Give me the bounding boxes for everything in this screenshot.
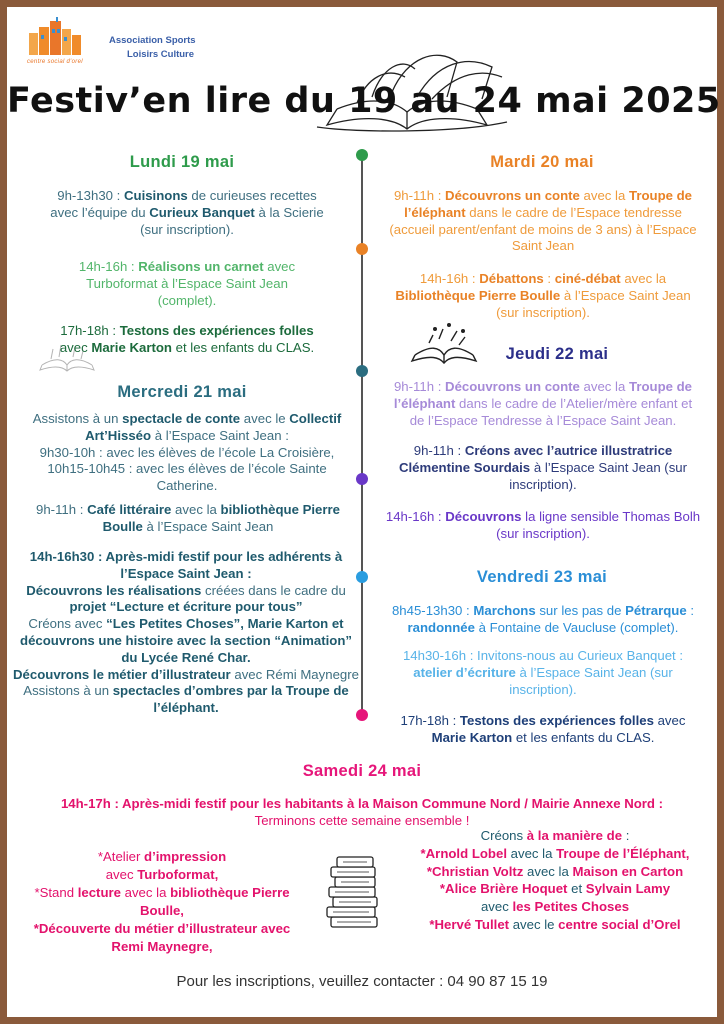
event-vendredi-2: 14h30-16h : Invitons-nous au Curieux Banquet : atelier d’écriture à l’Espace Saint Jean (sur inscription).: [402, 648, 684, 697]
event-lundi-1: 9h-13h30 : Cuisinons de curieuses recettes avec l’équipe du Curieux Banquet à la Scierie (sur inscription).: [50, 188, 324, 237]
samedi-headline: 14h-17h : Après-midi festif pour les habitants à la Maison Commune Nord / Mairie Annexe Nord : Terminons cette semaine ensemble !: [60, 796, 664, 828]
timeline-dot-purple: [356, 473, 368, 485]
page-title: Festiv’en lire du 19 au 24 mai 2025: [7, 81, 721, 121]
day-mercredi: Mercredi 21 mai: [117, 383, 247, 401]
event-jeudi-3: 14h-16h : Découvrons la ligne sensible Thomas Bolh (sur inscription).: [385, 509, 701, 541]
day-vendredi: Vendredi 23 mai: [476, 568, 608, 586]
timeline-line: [361, 155, 363, 715]
event-jeudi-1: 9h-11h : Découvrons un conte avec la Troupe de l’éléphant dans le cadre de l’Atelier/mère enfant et de l’Espace Tendresse à l’Espace Saint Jean.: [393, 379, 693, 428]
timeline-dot-green: [356, 149, 368, 161]
logo-tag: centre social d'orel: [27, 59, 83, 65]
timeline-dot-orange: [356, 243, 368, 255]
event-vendredi-3: 17h-18h : Testons des expériences folles avec Marie Karton et les enfants du CLAS.: [400, 713, 686, 745]
event-mercredi-2: 9h-11h : Café littéraire avec la bibliothèque Pierre Boulle à l’Espace Saint Jean: [36, 502, 340, 534]
event-vendredi-1: 8h45-13h30 : Marchons sur les pas de Pétrarque : randonnée à Fontaine de Vaucluse (complet).: [391, 603, 695, 635]
samedi-right-list: Créons à la manière de : *Arnold Lobel avec la Troupe de l’Éléphant, *Christian Voltz avec la Maison en Carton *Alice Brière Hoquet et Sylvain Lamy avec les Petites Choses *Hervé Tullet avec le centre social d’Orel: [420, 828, 690, 932]
event-jeudi-2: 9h-11h : Créons avec l’autrice illustratrice Clémentine Sourdais à l’Espace Saint Jean (sur inscription).: [398, 443, 688, 492]
event-mardi-1: 9h-11h : Découvrons un conte avec la Troupe de l’éléphant dans le cadre de l’Espace tendresse (accueil parent/enfant de moins de 3 ans) à l’Espace Saint Jean: [389, 188, 697, 254]
logo-line2: Loisirs Culture: [127, 49, 195, 60]
logo: [23, 17, 196, 67]
event-mardi-2: 14h-16h : Débattons : ciné-débat avec la Bibliothèque Pierre Boulle à l’Espace Saint Jean (sur inscription).: [395, 271, 691, 320]
timeline-dot-teal: [356, 365, 368, 377]
event-mercredi-1: Assistons à un spectacle de conte avec le Collectif Art’Hisséo à l’Espace Saint Jean : 9h30-10h : avec les élèves de l’école La Croisière, 10h15-10h45 : avec les élèves de l’école Sainte Catherine.: [32, 411, 342, 494]
event-lundi-2: 14h-16h : Réalisons un carnet avec Turboformat à l’Espace Saint Jean (complet).: [78, 259, 296, 308]
event-lundi-3: 17h-18h : Testons des expériences folles avec Marie Karton et les enfants du CLAS.: [59, 323, 315, 355]
samedi-left-list: *Atelier d’impression avec Turboformat, *Stand lecture avec la bibliothèque Pierre Boulle, *Découverte du métier d’illustrateur avec Remi Maynegre,: [33, 849, 291, 954]
logo-line1: Association Sports: [109, 35, 196, 46]
logo-buildings-icon: [23, 17, 95, 61]
footer-contact: Pour les inscriptions, veuillez contacter : 04 90 87 15 19: [176, 973, 548, 990]
book-stack-icon: [323, 851, 383, 931]
day-lundi: Lundi 19 mai: [129, 153, 235, 171]
event-mercredi-3: 14h-16h30 : Après-midi festif pour les adhérents à l’Espace Saint Jean : Découvrons les réalisations créées dans le cadre du projet “Lecture et écriture pour tous” Créons avec “Les Petites Choses”, Marie Karton et découvrons une histoire avec la section “Animation” du Lycée René Char. Découvrons le métier d’illustrateur avec Rémi Maynegre Assistons à un spectacles d’ombres par la Troupe de l’éléphant.: [13, 549, 359, 716]
day-samedi: Samedi 24 mai: [302, 762, 422, 780]
day-jeudi: Jeudi 22 mai: [505, 345, 609, 363]
flying-book-icon: [409, 321, 479, 367]
poster: [7, 7, 721, 1017]
day-mardi: Mardi 20 mai: [490, 153, 594, 171]
